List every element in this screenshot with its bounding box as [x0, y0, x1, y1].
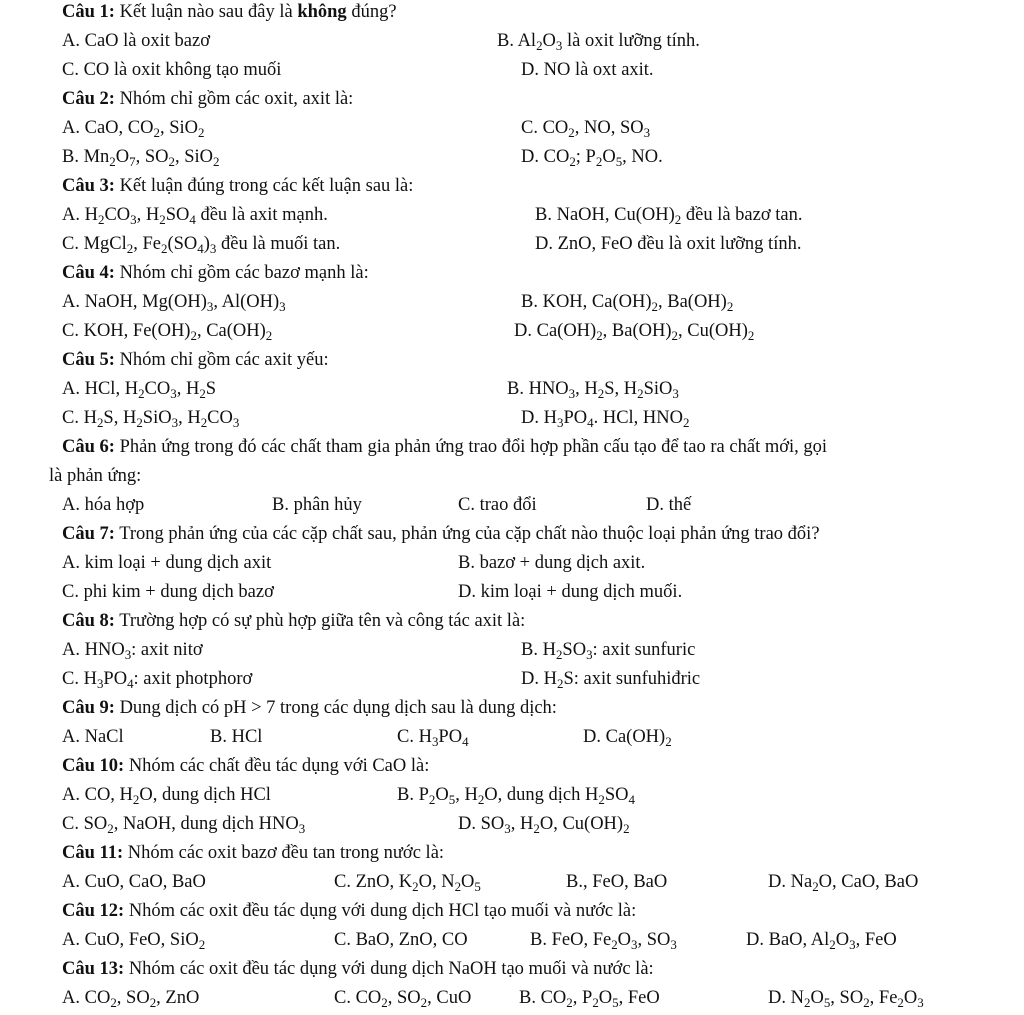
answer-option: D. thế: [646, 495, 692, 515]
answer-option: B. $H_2SO_3$: axit sunfuric: [521, 640, 696, 662]
text-line: [0, 696, 1024, 725]
answer-option: B. bazơ + dung dịch axit.: [458, 553, 646, 573]
line-text: A. $H_2CO_3$, $H_2SO_4$ đều là axit mạnh.: [62, 205, 328, 227]
line-text: C. KOH, $Fe(OH)_2$, $Ca(OH)_2$: [62, 321, 273, 343]
line-text: C. CO là oxit không tạo muối: [62, 60, 282, 80]
answer-option: B. $CO_2$, $P_2O_5$, FeO: [519, 988, 660, 1010]
line-text: Câu 3: Kết luận đúng trong các kết luận sau là:: [62, 176, 414, 196]
answer-option: D. NO là oxt axit.: [521, 60, 654, 80]
line-text: A. CaO là oxit bazơ: [62, 31, 210, 51]
text-line: [0, 203, 1024, 232]
answer-option: D. $H_3PO_4$. HCl, $HNO_2$: [521, 408, 690, 430]
answer-option: C. $H_3PO_4$: [397, 727, 469, 749]
line-text: C. phi kim + dung dịch bazơ: [62, 582, 274, 602]
text-line: [0, 522, 1024, 551]
answer-option: C. $CO_2$, $SO_2$, CuO: [334, 988, 472, 1010]
line-text: C. $SO_2$, NaOH, dung dịch $HNO_3$: [62, 814, 306, 836]
text-line: [0, 87, 1024, 116]
text-line: [0, 551, 1024, 580]
line-text: A. CuO, FeO, SiO$_2$: [62, 930, 206, 952]
line-text: A. hóa hợp: [62, 495, 145, 515]
text-line: [0, 290, 1024, 319]
answer-option: D. kim loại + dung dịch muối.: [458, 582, 683, 602]
line-text: Câu 4: Nhóm chỉ gồm các bazơ mạnh là:: [62, 263, 369, 283]
line-text: A. CuO, CaO, BaO: [62, 872, 206, 892]
text-line: [0, 0, 1024, 29]
line-text: B. $Mn_2O_7$, $SO_2$, SiO$_2$: [62, 147, 220, 169]
text-line: [0, 319, 1024, 348]
text-line: [0, 986, 1024, 1015]
line-text: Câu 5: Nhóm chỉ gồm các axit yếu:: [62, 350, 329, 370]
text-line: [0, 870, 1024, 899]
text-line: [0, 116, 1024, 145]
line-text: Câu 1: Kết luận nào sau đây là không đúng?: [62, 2, 397, 22]
text-line: [0, 667, 1024, 696]
answer-option: D. $Ca(OH)_2$, $Ba(OH)_2$, $Cu(OH)_2$: [514, 321, 755, 343]
text-line: [0, 406, 1024, 435]
answer-option: C. trao đổi: [458, 495, 537, 515]
answer-option: B. FeO, $Fe_2O_3$, $SO_3$: [530, 930, 677, 952]
answer-option: C. $CO_2$, NO, $SO_3$: [521, 118, 651, 140]
line-text: C. MgCl$_2$, $Fe_2(SO_4)_3$ đều là muối tan.: [62, 234, 341, 256]
text-line: [0, 232, 1024, 261]
line-text: Câu 9: Dung dịch có pH > 7 trong các dụng dịch sau là dung dịch:: [62, 698, 557, 718]
text-line: [0, 841, 1024, 870]
text-line: [0, 377, 1024, 406]
text-line: [0, 29, 1024, 58]
text-line: [0, 261, 1024, 290]
line-text: A. CO, $H_2O$, dung dịch HCl: [62, 785, 271, 807]
line-text: Câu 13: Nhóm các oxit đều tác dụng với dung dịch NaOH tạo muối và nước là:: [62, 959, 654, 979]
answer-option: D. ZnO, FeO đều là oxit lưỡng tính.: [535, 234, 802, 254]
line-text: Câu 8: Trường hợp có sự phù hợp giữa tên và công tác axit là:: [62, 611, 526, 631]
answer-option: B. HCl: [210, 727, 263, 747]
answer-option: B. $Al_2O_3$ là oxit lưỡng tính.: [497, 31, 700, 53]
answer-option: D. $Na_2O$, CaO, BaO: [768, 872, 919, 894]
text-line: [0, 145, 1024, 174]
answer-option: B. phân hủy: [272, 495, 362, 515]
answer-option: C. BaO, ZnO, CO: [334, 930, 468, 950]
answer-option: D. $N_2O_5$, $SO_2$, $Fe_2O_3$: [768, 988, 924, 1010]
line-text: Câu 7: Trong phản ứng của các cặp chất sau, phản ứng của cặp chất nào thuộc loại phản ứng trao đổi?: [62, 524, 820, 544]
line-text: A. NaCl: [62, 727, 124, 747]
answer-option: D. $Ca(OH)_2$: [583, 727, 672, 749]
text-line: [0, 928, 1024, 957]
line-text: C. $H_2S$, $H_2SiO_3$, $H_2CO_3$: [62, 408, 240, 430]
line-text: A. $CO_2$, $SO_2$, ZnO: [62, 988, 200, 1010]
answer-option: B. NaOH, $Cu(OH)_2$ đều là bazơ tan.: [535, 205, 803, 227]
answer-option: C. ZnO, $K_2O$, $N_2O_5$: [334, 872, 481, 894]
line-text: A. NaOH, $Mg(OH)_3$, $Al(OH)_3$: [62, 292, 286, 314]
answer-option: D. $CO_2$; $P_2O_5$, NO.: [521, 147, 663, 169]
line-text: Câu 6: Phản ứng trong đó các chất tham gia phản ứng trao đổi hợp phần cấu tạo để tao ra chất mới, gọi: [62, 437, 828, 457]
line-text: Câu 2: Nhóm chỉ gồm các oxit, axit là:: [62, 89, 354, 109]
line-text: C. $H_3PO_4$: axit photphorơ: [62, 669, 253, 691]
text-line: [0, 435, 1024, 464]
line-text: Câu 11: Nhóm các oxit bazơ đều tan trong nước là:: [62, 843, 445, 863]
text-line: [0, 174, 1024, 203]
text-line: [0, 812, 1024, 841]
line-text: A. CaO, $CO_2$, SiO$_2$: [62, 118, 205, 140]
answer-option: D. $SO_3$, $H_2O$, $Cu(OH)_2$: [458, 814, 630, 836]
text-line: [0, 899, 1024, 928]
line-text: là phản ứng:: [49, 466, 142, 486]
text-line: [0, 725, 1024, 754]
answer-option: D. BaO, $Al_2O_3$, FeO: [746, 930, 897, 952]
line-text: Câu 10: Nhóm các chất đều tác dụng với CaO là:: [62, 756, 430, 776]
text-line: [0, 754, 1024, 783]
answer-option: D. $H_2S$: axit sunfuhiđric: [521, 669, 701, 691]
text-line: [0, 580, 1024, 609]
text-line: [0, 348, 1024, 377]
text-line: [0, 58, 1024, 87]
line-text: A. $HNO_3$: axit nitơ: [62, 640, 203, 662]
answer-option: B., FeO, BaO: [566, 872, 668, 892]
text-line: [0, 957, 1024, 986]
answer-option: B. KOH, $Ca(OH)_2$, $Ba(OH)_2$: [521, 292, 734, 314]
line-text: A. HCl, $H_2CO_3$, $H_2S$: [62, 379, 217, 401]
line-text: Câu 12: Nhóm các oxit đều tác dụng với dung dịch HCl tạo muối và nước là:: [62, 901, 637, 921]
text-line: [0, 493, 1024, 522]
line-text: A. kim loại + dung dịch axit: [62, 553, 272, 573]
text-line: [0, 638, 1024, 667]
text-line: [0, 609, 1024, 638]
text-line: [0, 464, 1024, 493]
answer-option: B. $HNO_3$, $H_2S$, $H_2SiO_3$: [507, 379, 679, 401]
answer-option: B. $P_2O_5$, $H_2O$, dung dịch $H_2SO_4$: [397, 785, 635, 807]
text-line: [0, 783, 1024, 812]
